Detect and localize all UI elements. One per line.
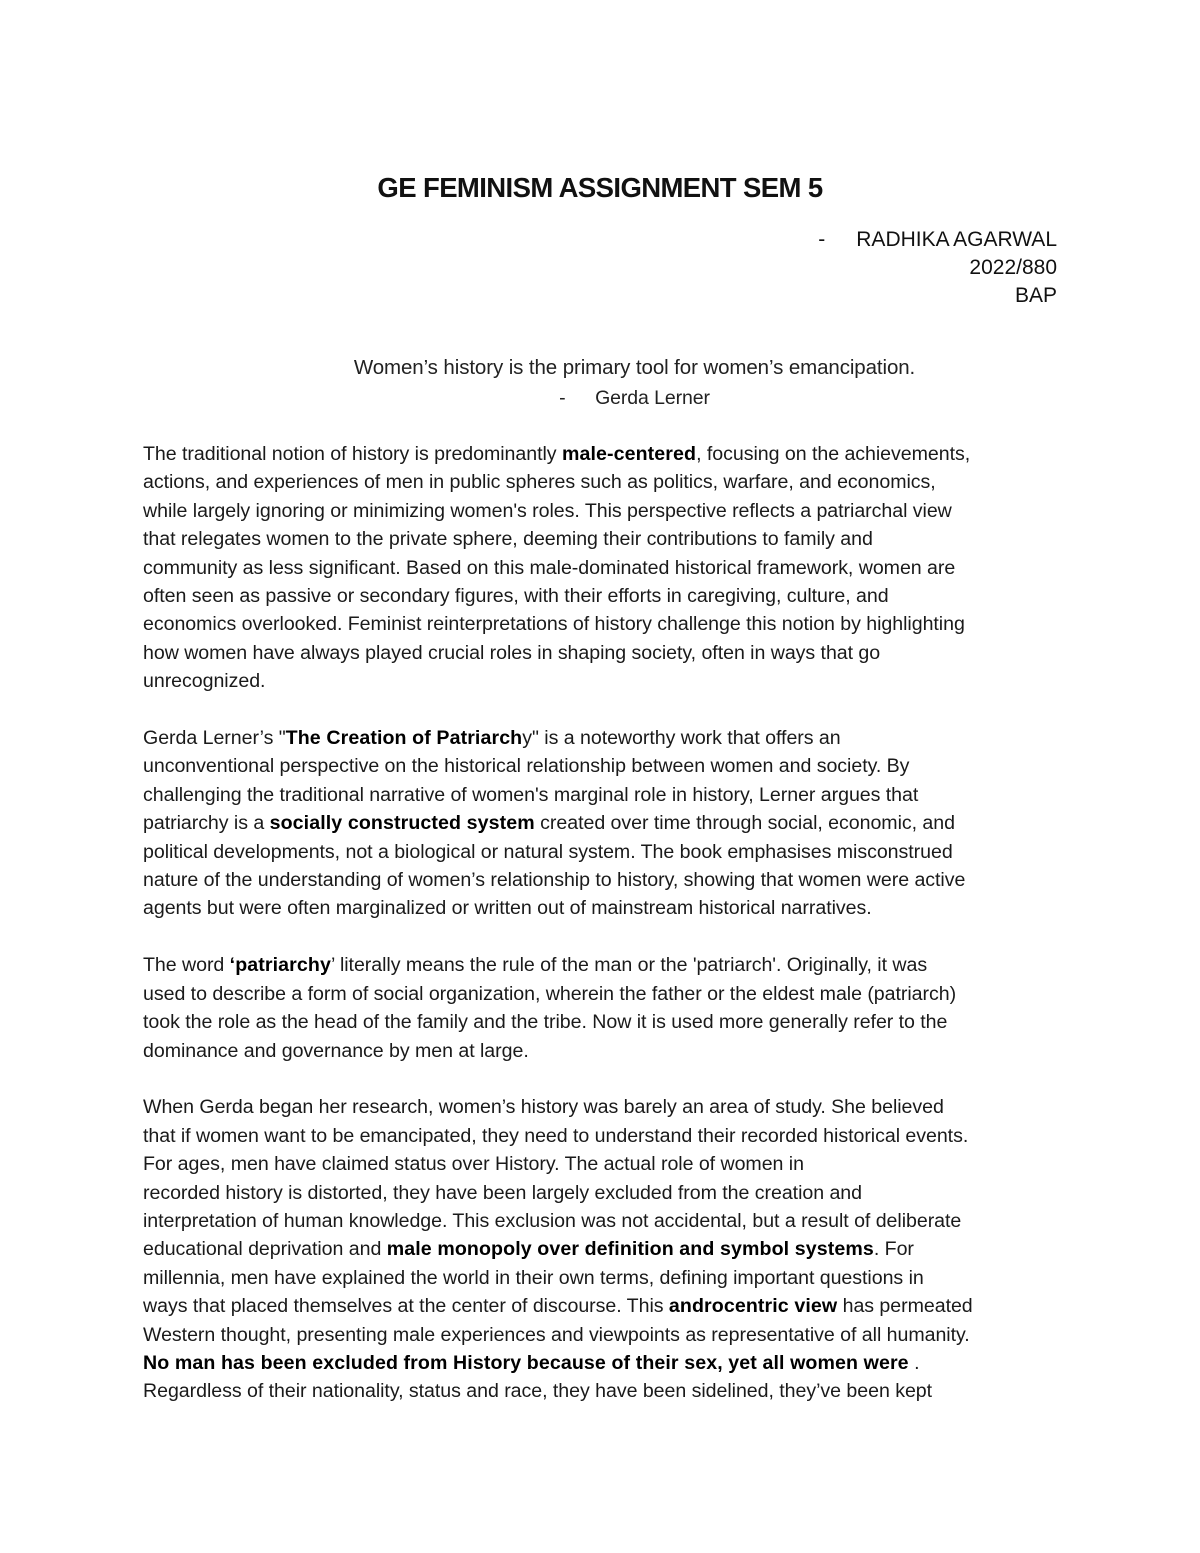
text-run: dominance and governance by men at large. bbox=[143, 1039, 529, 1062]
bold-text: androcentric view bbox=[668, 1295, 838, 1318]
epigraph-dash: - bbox=[559, 387, 566, 409]
text-run: Western thought, presenting male experiences and viewpoints as representative of all humanity. bbox=[143, 1323, 970, 1346]
text-run: patriarchy is a bbox=[143, 812, 270, 835]
text-run: often seen as passive or secondary figures, with their efforts in caregiving, culture, and bbox=[143, 585, 889, 608]
text-run: that if women want to be emancipated, they need to understand their recorded historical events. bbox=[143, 1124, 969, 1147]
paragraph bbox=[143, 1093, 1068, 1405]
text-run: agents but were often marginalized or written out of mainstream historical narratives. bbox=[143, 897, 872, 920]
paragraph-line bbox=[143, 440, 1068, 468]
text-run: educational deprivation and bbox=[143, 1238, 387, 1261]
text-run: y" is a noteworthy work that offers an bbox=[522, 727, 841, 750]
paragraph-line bbox=[143, 1349, 1068, 1377]
author-roll: 2022/880 bbox=[969, 256, 1057, 280]
text-run: used to describe a form of social organization, wherein the father or the eldest male (patriarch) bbox=[143, 982, 957, 1005]
text-run: took the role as the head of the family and the tribe. Now it is used more generally refer to the bbox=[143, 1011, 948, 1034]
author-dash: - bbox=[818, 228, 826, 251]
text-run: ’ literally means the rule of the man or the 'patriarch'. Originally, it was bbox=[330, 954, 928, 977]
paragraph-line bbox=[143, 525, 1068, 553]
text-run: unrecognized. bbox=[143, 670, 266, 693]
bold-text: ‘patriarchy bbox=[229, 954, 331, 977]
paragraph-line bbox=[143, 866, 1068, 894]
paragraph-line bbox=[143, 1235, 1068, 1263]
text-run: . For bbox=[873, 1238, 914, 1261]
author-name: RADHIKA AGARWAL bbox=[856, 228, 1057, 251]
paragraph-line bbox=[143, 1122, 1068, 1150]
text-run: community as less significant. Based on this male-dominated historical framework, women are bbox=[143, 556, 956, 579]
paragraph-line bbox=[143, 667, 1068, 695]
paragraph-line bbox=[143, 468, 1068, 496]
text-run: political developments, not a biological or natural system. The book emphasises misconstrued bbox=[143, 840, 953, 863]
text-run: ways that placed themselves at the center of discourse. This bbox=[143, 1295, 669, 1318]
text-run: actions, and experiences of men in public spheres such as politics, warfare, and economics, bbox=[143, 471, 936, 494]
paragraph-line bbox=[143, 951, 1068, 979]
paragraph-line bbox=[143, 1292, 1068, 1320]
text-run: The word bbox=[143, 954, 230, 977]
epigraph-source: Gerda Lerner bbox=[595, 387, 710, 409]
text-run: millennia, men have explained the world in their own terms, defining important questions in bbox=[143, 1266, 924, 1289]
paragraph-line bbox=[143, 1377, 1068, 1405]
author-block bbox=[818, 226, 1057, 311]
text-run: how women have always played crucial roles in shaping society, often in ways that go bbox=[143, 641, 881, 664]
text-run: Gerda Lerner’s " bbox=[143, 727, 286, 750]
paragraph-line bbox=[143, 1008, 1068, 1036]
paragraph-line bbox=[143, 1179, 1068, 1207]
paragraph-line bbox=[143, 781, 1068, 809]
paragraph-line bbox=[143, 1150, 1068, 1178]
author-name-line bbox=[818, 226, 1057, 254]
bold-text: The Creation of Patriarch bbox=[285, 727, 523, 750]
text-run: unconventional perspective on the historical relationship between women and society. By bbox=[143, 755, 910, 778]
text-run: The traditional notion of history is predominantly bbox=[143, 443, 562, 465]
text-run: that relegates women to the private sphere, deeming their contributions to family and bbox=[143, 528, 873, 551]
author-course: BAP bbox=[1014, 284, 1057, 308]
paragraph-line bbox=[143, 752, 1068, 780]
paragraph-line bbox=[143, 1321, 1068, 1349]
paragraph-line bbox=[143, 497, 1068, 525]
text-run: . bbox=[908, 1351, 920, 1374]
epigraph-text: Women’s history is the primary tool for women’s emancipation. bbox=[353, 356, 916, 379]
paragraph-line bbox=[143, 554, 1068, 582]
text-run: while largely ignoring or minimizing women's roles. This perspective reflects a patriarchal view bbox=[143, 499, 952, 522]
text-run: interpretation of human knowledge. This exclusion was not accidental, but a result of deliberate bbox=[143, 1209, 962, 1232]
document-title: GE FEMINISM ASSIGNMENT SEM 5 bbox=[377, 172, 823, 203]
paragraph-line bbox=[143, 724, 1068, 752]
text-run: recorded history is distorted, they have been largely excluded from the creation and bbox=[143, 1181, 862, 1204]
paragraph-line bbox=[143, 1207, 1068, 1235]
bold-text: No man has been excluded from History because of their sex, yet all women were bbox=[143, 1351, 909, 1374]
paragraph-line bbox=[143, 610, 1068, 638]
text-run: created over time through social, economic, and bbox=[534, 812, 955, 835]
paragraph-line bbox=[143, 1093, 1068, 1121]
document-body bbox=[143, 440, 1068, 1434]
paragraph-line bbox=[143, 894, 1068, 922]
text-run: For ages, men have claimed status over History. The actual role of women in bbox=[143, 1153, 804, 1176]
paragraph-line bbox=[143, 582, 1068, 610]
paragraph-line bbox=[143, 838, 1068, 866]
paragraph bbox=[143, 951, 1068, 1065]
bold-text: male monopoly over definition and symbol systems bbox=[386, 1238, 874, 1261]
text-run: challenging the traditional narrative of women's marginal role in history, Lerner argues that bbox=[143, 783, 919, 806]
text-run: Regardless of their nationality, status and race, they have been sidelined, they’ve been kept bbox=[143, 1380, 933, 1403]
paragraph-line bbox=[143, 809, 1068, 837]
epigraph bbox=[0, 354, 1200, 412]
text-run: When Gerda began her research, women’s history was barely an area of study. She believed bbox=[143, 1096, 944, 1119]
epigraph-source-line bbox=[0, 384, 1200, 412]
paragraph bbox=[143, 440, 1068, 696]
text-run: economics overlooked. Feminist reinterpretations of history challenge this notion by highlighting bbox=[143, 613, 965, 636]
bold-text: socially constructed system bbox=[269, 812, 535, 835]
text-run: nature of the understanding of women’s relationship to history, showing that women were active bbox=[143, 869, 966, 892]
paragraph-line bbox=[143, 980, 1068, 1008]
paragraph bbox=[143, 724, 1068, 923]
bold-text: male-centered bbox=[561, 443, 697, 465]
paragraph-line bbox=[143, 639, 1068, 667]
text-run: , focusing on the achievements, bbox=[696, 443, 971, 465]
paragraph-line bbox=[143, 1264, 1068, 1292]
paragraph-line bbox=[143, 1037, 1068, 1065]
text-run: has permeated bbox=[837, 1295, 973, 1318]
